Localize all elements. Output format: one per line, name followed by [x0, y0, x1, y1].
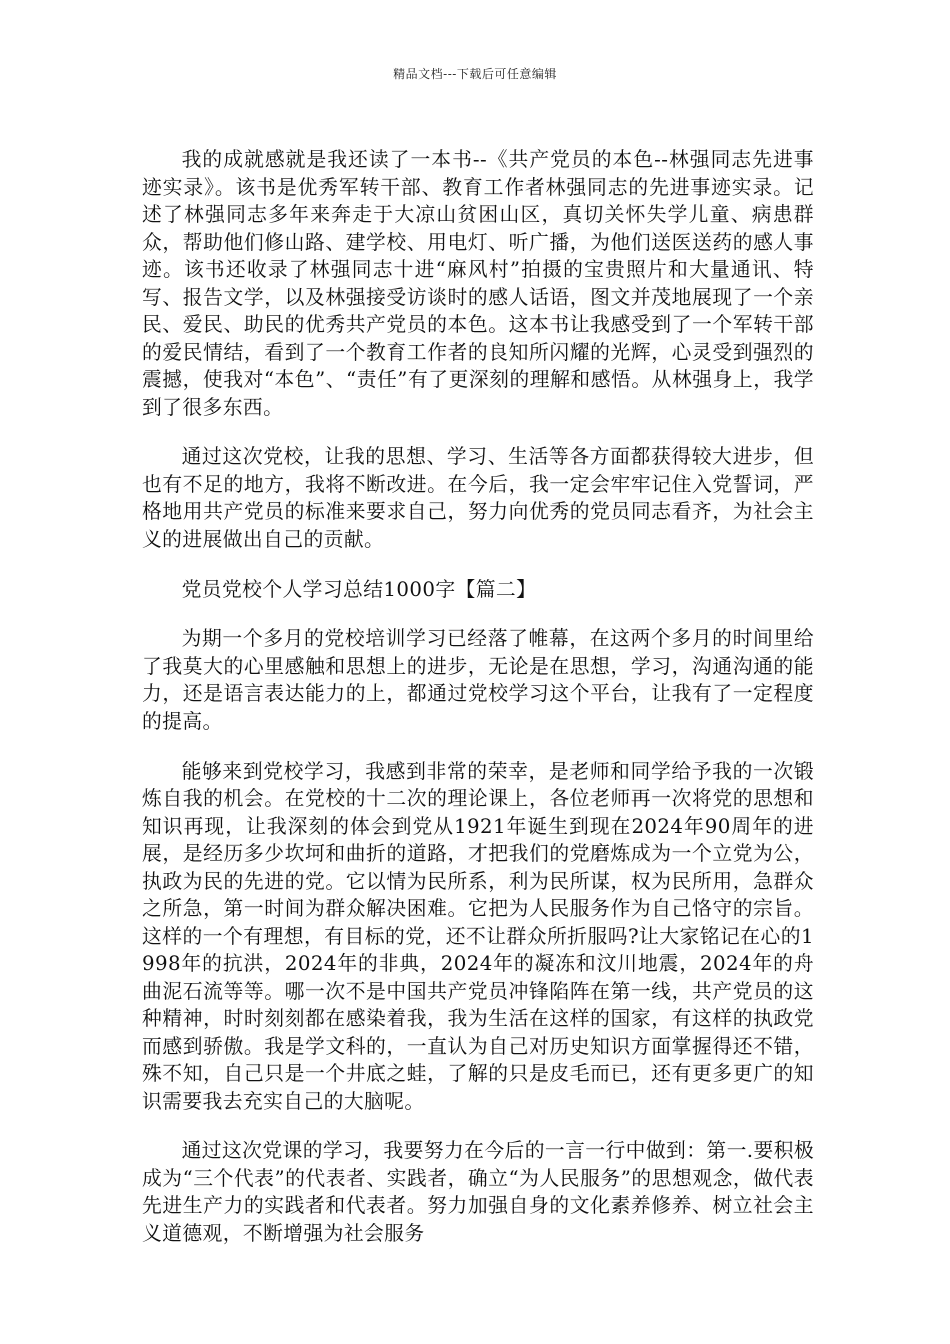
section-heading: 党员党校个人学习总结1000字【篇二】: [181, 577, 537, 601]
paragraph-improvement: 通过这次党校，让我的思想、学习、生活等各方面都获得较大进步，但也有不足的地方，我将不断改进。在今后，我一定会牢牢记住入党誓词，严格地用共产党员的标准来要求自己，努力向优秀的党员同志看齐，为社会主义的进展做出自己的贡献。: [142, 445, 814, 551]
document-body: [142, 146, 814, 1270]
paragraph-training-intro: 为期一个多月的党校培训学习已经落了帷幕，在这两个多月的时间里给了我莫大的心里感触和思想上的进步，无论是在思想，学习，沟通沟通的能力，还是语言表达能力的上，都通过党校学习这个平台，让我有了一定程度的提高。: [142, 627, 814, 733]
paragraph-resolutions: 通过这次党课的学习，我要努力在今后的一言一行中做到：第一.要积极成为“三个代表”的代表者、实践者，确立“为人民服务”的思想观念，做代表先进生产力的实践者和代表者。努力加强自身的文化素养修养、树立社会主义道德观，不断增强为社会服务: [142, 1139, 814, 1245]
paragraph-book-reflection: 我的成就感就是我还读了一本书--《共产党员的本色--林强同志先进事迹实录》。该书是优秀军转干部、教育工作者林强同志的先进事迹实录。记述了林强同志多年来奔走于大凉山贫困山区，真切关怀失学儿童、病患群众，帮助他们修山路、建学校、用电灯、听广播，为他们送医送药的感人事迹。该书还收录了林强同志十进“麻风村”拍摄的宝贵照片和大量通讯、特写、报告文学，以及林强接受访谈时的感人话语，图文并茂地展现了一个亲民、爱民、助民的优秀共产党员的本色。这本书让我感受到了一个军转干部的爱民情结，看到了一个教育工作者的良知所闪耀的光辉，心灵受到强烈的震撼，使我对“本色”、“责任”有了更深刻的理解和感悟。从林强身上，我学到了很多东西。: [142, 148, 814, 419]
paragraph-party-history: 能够来到党校学习，我感到非常的荣幸，是老师和同学给予我的一次锻炼自我的机会。在党校的十二次的理论课上，各位老师再一次将党的思想和知识再现，让我深刻的体会到党从1921年诞生到现在2024年90周年的进展，是经历多少坎坷和曲折的道路，才把我们的党磨炼成为一个立党为公，执政为民的先进的党。它以情为民所系，利为民所谋，权为民所用，急群众之所急，第一时间为群众解决困难。它把为人民服务作为自己恪守的宗旨。这样的一个有理想，有目标的党，还不让群众所折服吗?让大家铭记在心的1998年的抗洪，2024年的非典，2024年的凝冻和汶川地震，2024年的舟曲泥石流等等。哪一次不是中国共产党员冲锋陷阵在第一线，共产党员的这种精神，时时刻刻都在感染着我，我为生活在这样的国家，有这样的执政党而感到骄傲。我是学文科的，一直认为自己对历史知识方面掌握得还不错，殊不知，自己只是一个井底之蛙，了解的只是皮毛而已，还有更多更广的知识需要我去充实自己的大脑呢。: [142, 759, 814, 1113]
page-header: 精品文档---下载后可任意编辑: [393, 67, 557, 81]
